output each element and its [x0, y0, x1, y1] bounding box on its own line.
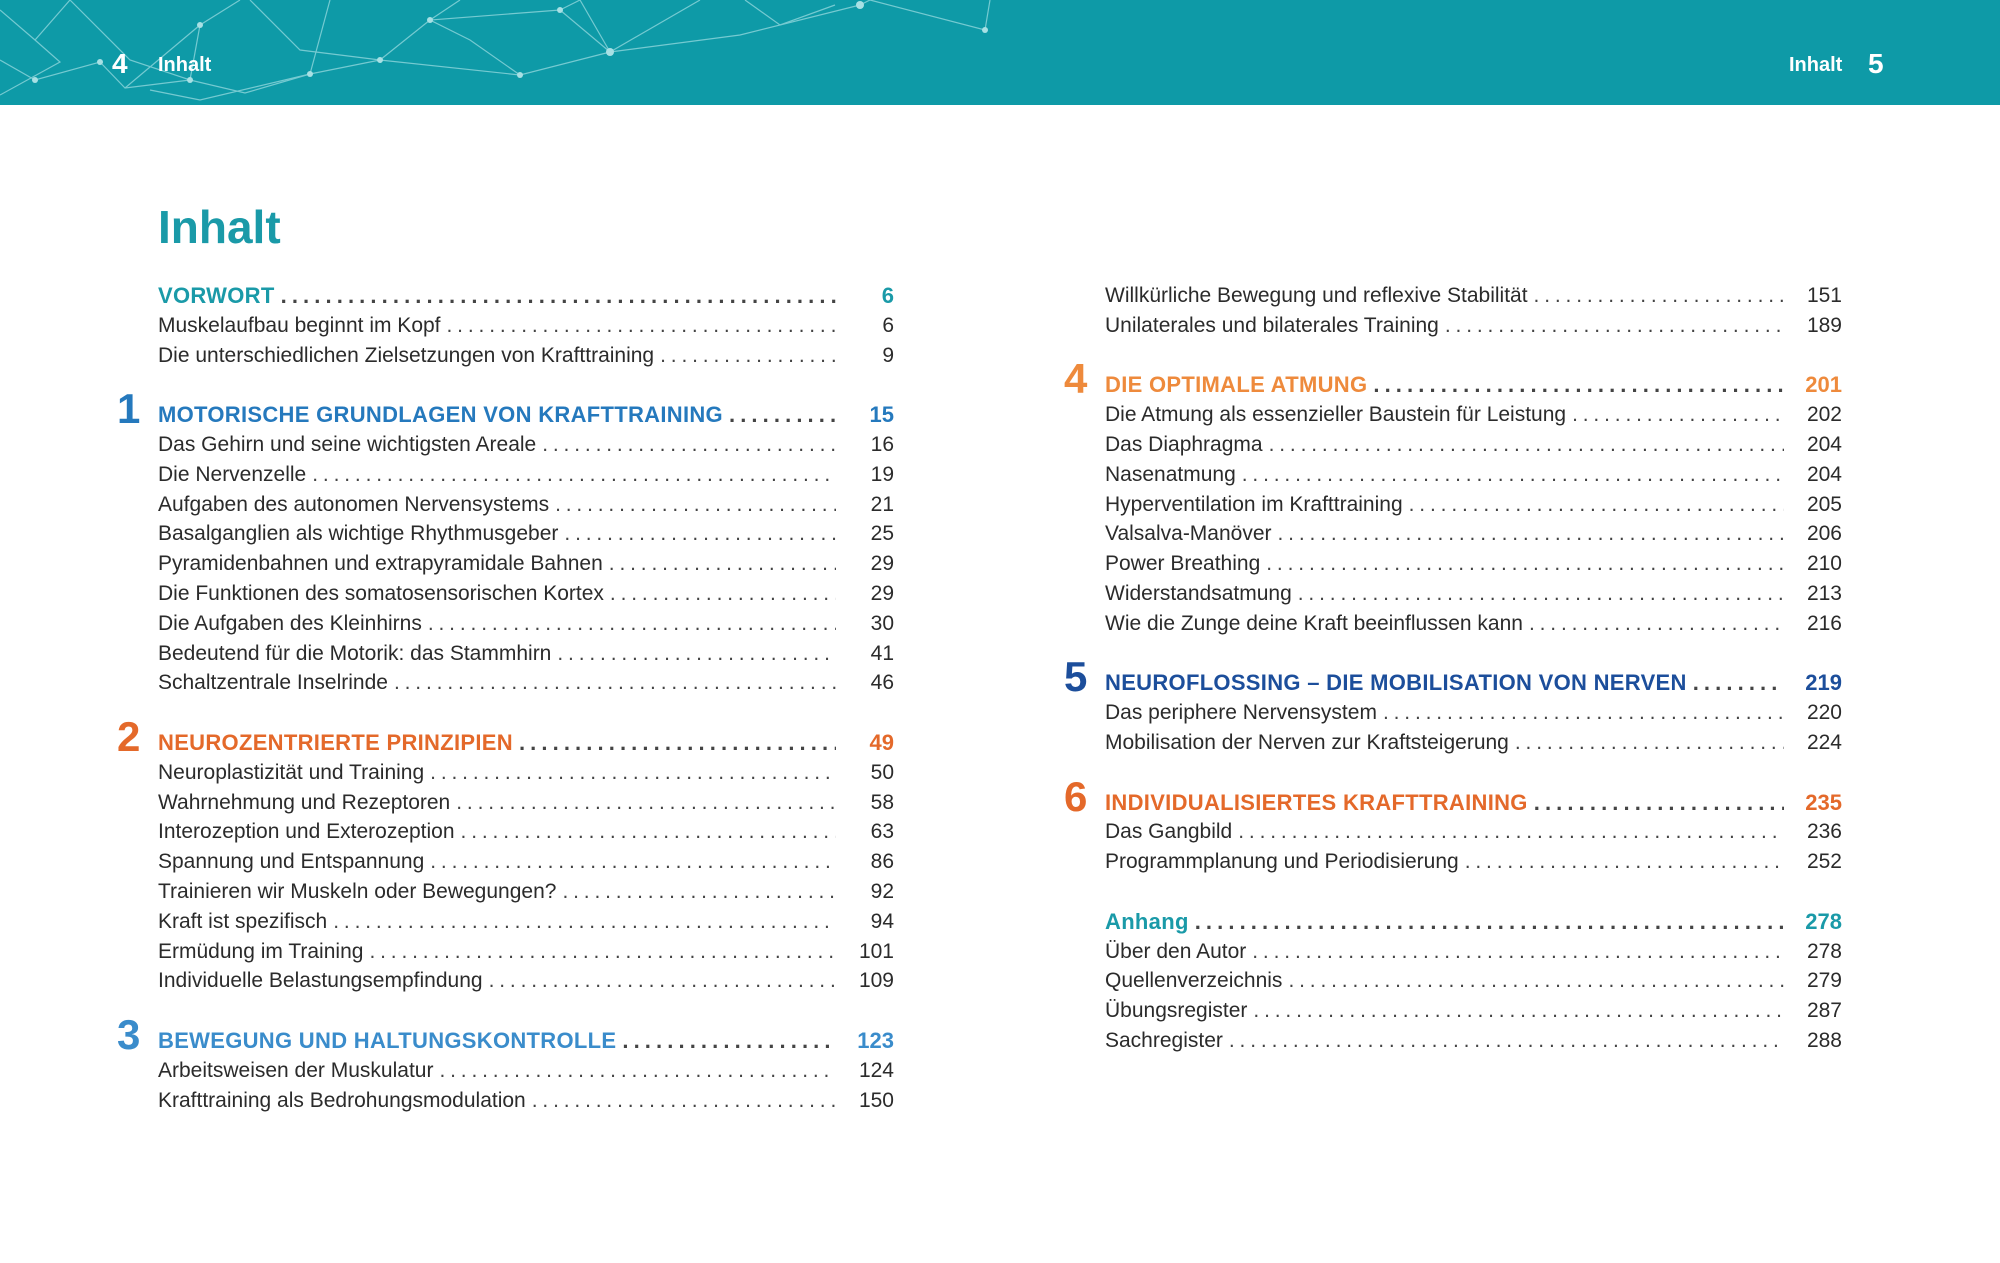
entry-page-number: 189 — [1806, 313, 1842, 337]
toc-entry[interactable] — [1105, 728, 1842, 758]
entry-page-number: 202 — [1806, 403, 1842, 427]
entry-title: Mobilisation der Nerven zur Kraftsteigerung — [1105, 730, 1509, 754]
toc-entry[interactable] — [1105, 1026, 1842, 1056]
entry-page-number: 19 — [870, 462, 894, 486]
toc-entry[interactable] — [1105, 966, 1842, 996]
toc-entry[interactable] — [1105, 579, 1842, 609]
dot-leader — [1572, 400, 1784, 430]
entry-title: Hyperventilation im Krafttraining — [1105, 492, 1403, 516]
chapter-heading: VORWORT — [158, 283, 275, 308]
toc-entry[interactable] — [158, 966, 894, 996]
toc-entry[interactable] — [1105, 817, 1842, 847]
dot-leader — [1195, 907, 1784, 937]
chapter-heading: INDIVIDUALISIERTES KRAFTTRAINING — [1105, 789, 1528, 815]
dot-leader — [394, 668, 836, 698]
entry-page-number: 25 — [870, 522, 894, 546]
page-header-band — [0, 0, 2000, 105]
chapter-heading: NEUROZENTRIERTE PRINZIPIEN — [158, 729, 513, 755]
chapter-page-number: 49 — [869, 729, 894, 755]
entry-page-number: 30 — [870, 611, 894, 635]
dot-leader — [369, 937, 836, 967]
dot-leader — [489, 966, 836, 996]
dot-leader — [428, 609, 836, 639]
entry-title: Unilaterales und bilaterales Training — [1105, 313, 1439, 337]
entry-page-number: 288 — [1806, 1028, 1842, 1052]
entry-page-number: 124 — [858, 1058, 894, 1082]
toc-entry[interactable] — [158, 341, 894, 371]
entry-page-number: 101 — [858, 939, 894, 963]
dot-leader — [456, 788, 836, 818]
dot-leader — [1242, 460, 1784, 490]
dot-leader — [281, 281, 836, 311]
toc-section — [1064, 653, 1842, 757]
entry-page-number: 287 — [1806, 999, 1842, 1023]
page-title: Inhalt — [158, 201, 281, 253]
entry-title: Ermüdung im Training — [158, 939, 364, 963]
toc-section — [1064, 355, 1842, 638]
right-page-number: 5 — [1868, 48, 1884, 79]
dot-leader — [1252, 937, 1784, 967]
left-page-number: 4 — [112, 48, 128, 79]
network-pattern-decoration — [0, 0, 2000, 105]
dot-leader — [312, 460, 836, 490]
entry-page-number: 58 — [870, 790, 894, 814]
entry-title: Das periphere Nervensystem — [1105, 701, 1377, 725]
dot-leader — [1269, 430, 1784, 460]
entry-title: Widerstandsatmung — [1105, 581, 1292, 605]
dot-leader — [1266, 549, 1784, 579]
dot-leader — [430, 758, 836, 788]
toc-entry[interactable] — [1105, 609, 1842, 639]
entry-title: Über den Autor — [1105, 939, 1247, 963]
toc-entry[interactable] — [158, 1056, 894, 1086]
entry-title: Die Funktionen des somatosensorischen Kortex — [158, 581, 604, 605]
entry-title: Valsalva-Manöver — [1105, 522, 1272, 546]
toc-entry[interactable] — [158, 847, 894, 877]
chapter-number: 5 — [1064, 653, 1088, 701]
dot-leader — [447, 311, 836, 341]
toc-left-column — [117, 281, 894, 1145]
dot-leader — [1238, 817, 1784, 847]
chapter-heading: NEUROFLOSSING – DIE MOBILISATION VON NERVEN — [1105, 670, 1687, 696]
toc-entry[interactable] — [158, 639, 894, 669]
dot-leader — [1465, 847, 1784, 877]
dot-leader — [1534, 281, 1784, 311]
entry-title: Kraft ist spezifisch — [158, 909, 328, 933]
toc-entry[interactable] — [158, 907, 894, 937]
toc-section — [1105, 907, 1842, 1056]
entry-page-number: 21 — [870, 492, 894, 516]
chapter-number: 4 — [1064, 355, 1088, 403]
entry-title: Neuroplastizität und Training — [158, 760, 425, 784]
toc-entry[interactable] — [158, 549, 894, 579]
chapter-heading-entry[interactable] — [1105, 370, 1842, 400]
entry-page-number: 46 — [870, 671, 894, 695]
dot-leader — [439, 1056, 836, 1086]
toc-entry[interactable] — [1105, 490, 1842, 520]
toc-entry[interactable] — [158, 609, 894, 639]
toc-entry[interactable] — [158, 460, 894, 490]
entry-title: Wie die Zunge deine Kraft beeinflussen kann — [1105, 611, 1523, 635]
dot-leader — [1445, 311, 1784, 341]
right-running-title: Inhalt — [1789, 54, 1843, 76]
chapter-number: 1 — [117, 385, 141, 433]
entry-page-number: 63 — [870, 820, 894, 844]
dot-leader — [557, 639, 836, 669]
dot-leader — [333, 907, 836, 937]
chapter-page-number: 123 — [857, 1027, 894, 1053]
dot-leader — [660, 341, 836, 371]
toc-entry[interactable] — [1105, 549, 1842, 579]
toc-entry[interactable] — [1105, 400, 1842, 430]
dot-leader — [1529, 609, 1784, 639]
entry-title: Das Gehirn und seine wichtigsten Areale — [158, 432, 537, 456]
toc-entry[interactable] — [1105, 937, 1842, 967]
entry-page-number: 204 — [1806, 432, 1842, 456]
entry-title: Programmplanung und Periodisierung — [1105, 850, 1459, 874]
dot-leader — [609, 549, 836, 579]
entry-page-number: 6 — [882, 313, 894, 337]
entry-title: Bedeutend für die Motorik: das Stammhirn — [158, 641, 552, 665]
entry-page-number: 94 — [870, 909, 894, 933]
toc-entry[interactable] — [158, 668, 894, 698]
dot-leader — [430, 847, 836, 877]
toc-section — [117, 1010, 894, 1115]
entry-title: Arbeitsweisen der Muskulatur — [158, 1058, 434, 1082]
entry-title: Die unterschiedlichen Zielsetzungen von Krafttraining — [158, 343, 655, 367]
entry-page-number: 224 — [1806, 730, 1842, 754]
dot-leader — [1288, 966, 1784, 996]
toc-entry[interactable] — [1105, 460, 1842, 490]
toc-entry[interactable] — [1105, 281, 1842, 311]
chapter-heading-entry[interactable] — [1105, 907, 1842, 937]
entry-title: Nasenatmung — [1105, 462, 1236, 486]
entry-page-number: 50 — [870, 760, 894, 784]
entry-title: Die Atmung als essenzieller Baustein für Leistung — [1105, 403, 1567, 427]
toc-entry[interactable] — [158, 758, 894, 788]
entry-title: Willkürliche Bewegung und reflexive Stabilität — [1105, 284, 1528, 307]
dot-leader — [519, 728, 836, 758]
entry-page-number: 9 — [882, 343, 894, 367]
dot-leader — [1693, 668, 1784, 698]
entry-title: Das Diaphragma — [1105, 432, 1263, 456]
chapter-heading: BEWEGUNG UND HALTUNGSKONTROLLE — [158, 1027, 617, 1053]
chapter-heading: DIE OPTIMALE ATMUNG — [1105, 372, 1368, 398]
chapter-number: 6 — [1064, 772, 1088, 820]
entry-page-number: 206 — [1806, 522, 1842, 546]
entry-page-number: 41 — [870, 641, 894, 665]
toc-section — [158, 281, 894, 370]
toc-entry[interactable] — [158, 817, 894, 847]
dot-leader — [1253, 996, 1784, 1026]
entry-title: Quellenverzeichnis — [1105, 969, 1283, 993]
entry-title: Wahrnehmung und Rezeptoren — [158, 790, 451, 814]
dot-leader — [461, 817, 836, 847]
entry-title: Die Nervenzelle — [158, 462, 307, 486]
entry-page-number: 150 — [858, 1088, 894, 1112]
dot-leader — [622, 1026, 836, 1056]
toc-entry[interactable] — [158, 788, 894, 818]
toc-right-column — [1064, 281, 1842, 1086]
entry-title: Schaltzentrale Inselrinde — [158, 671, 388, 695]
chapter-page-number: 235 — [1805, 789, 1842, 815]
toc-entry[interactable] — [1105, 430, 1842, 460]
entry-page-number: 278 — [1806, 939, 1842, 963]
dot-leader — [1278, 519, 1784, 549]
toc-section — [1064, 772, 1842, 877]
chapter-heading: MOTORISCHE GRUNDLAGEN VON KRAFTTRAINING — [158, 402, 723, 428]
dot-leader — [1534, 788, 1784, 818]
entry-title: Trainieren wir Muskeln oder Bewegungen? — [158, 879, 557, 903]
chapter-heading-entry[interactable] — [158, 728, 894, 758]
entry-title: Aufgaben des autonomen Nervensystems — [158, 492, 550, 516]
entry-title: Sachregister — [1105, 1028, 1223, 1052]
toc-entry[interactable] — [158, 311, 894, 341]
entry-title: Basalganglien als wichtige Rhythmusgeber — [158, 522, 559, 546]
dot-leader — [1409, 490, 1784, 520]
chapter-page-number: 6 — [881, 283, 894, 308]
entry-title: Interozeption und Exterozeption — [158, 820, 455, 844]
entry-page-number: 16 — [870, 432, 894, 456]
dot-leader — [564, 519, 836, 549]
chapter-heading-entry[interactable] — [158, 281, 894, 311]
entry-title: Spannung und Entspannung — [158, 850, 425, 874]
entry-title: Die Aufgaben des Kleinhirns — [158, 611, 422, 635]
entry-title: Krafttraining als Bedrohungsmodulation — [158, 1088, 526, 1112]
entry-title: Muskelaufbau beginnt im Kopf — [158, 313, 441, 337]
toc-entry[interactable] — [1105, 698, 1842, 728]
toc-entry[interactable] — [158, 430, 894, 460]
toc-entry[interactable] — [1105, 996, 1842, 1026]
dot-leader — [542, 430, 836, 460]
chapter-page-number: 278 — [1805, 908, 1842, 934]
chapter-number: 2 — [117, 712, 141, 760]
entry-page-number: 151 — [1806, 284, 1842, 307]
dot-leader — [532, 1086, 836, 1116]
chapter-page-number: 219 — [1805, 670, 1842, 696]
entry-page-number: 204 — [1806, 462, 1842, 486]
dot-leader — [1515, 728, 1784, 758]
entry-title: Pyramidenbahnen und extrapyramidale Bahnen — [158, 552, 603, 576]
dot-leader — [555, 490, 836, 520]
entry-page-number: 252 — [1806, 850, 1842, 874]
dot-leader — [1383, 698, 1784, 728]
entry-page-number: 220 — [1806, 701, 1842, 725]
entry-page-number: 86 — [870, 850, 894, 874]
dot-leader — [729, 400, 836, 430]
dot-leader — [1229, 1026, 1784, 1056]
toc-entry[interactable] — [1105, 311, 1842, 341]
toc-entry[interactable] — [158, 877, 894, 907]
entry-page-number: 29 — [870, 581, 894, 605]
dot-leader — [1373, 370, 1784, 400]
entry-page-number: 279 — [1806, 969, 1842, 993]
chapter-heading: Anhang — [1105, 908, 1189, 934]
chapter-heading-entry[interactable] — [1105, 788, 1842, 818]
chapter-number: 3 — [117, 1010, 141, 1058]
toc-entry[interactable] — [158, 937, 894, 967]
entry-page-number: 92 — [870, 879, 894, 903]
chapter-page-number: 15 — [869, 402, 894, 428]
entry-page-number: 109 — [858, 969, 894, 993]
toc-entry[interactable] — [1105, 847, 1842, 877]
toc-section — [117, 385, 894, 698]
chapter-page-number: 201 — [1805, 372, 1842, 398]
toc-entry[interactable] — [158, 1086, 894, 1116]
dot-leader — [562, 877, 836, 907]
toc-entry[interactable] — [158, 519, 894, 549]
toc-entry[interactable] — [1105, 519, 1842, 549]
entry-page-number: 29 — [870, 552, 894, 576]
left-running-title: Inhalt — [158, 54, 212, 76]
toc-entry[interactable] — [158, 490, 894, 520]
toc-section — [1105, 281, 1842, 341]
entry-title: Übungsregister — [1105, 999, 1248, 1023]
entry-title: Power Breathing — [1105, 552, 1261, 576]
chapter-heading-entry[interactable] — [1105, 668, 1842, 698]
toc-entry[interactable] — [158, 579, 894, 609]
entry-page-number: 236 — [1806, 820, 1842, 844]
entry-page-number: 216 — [1806, 611, 1842, 635]
entry-title: Individuelle Belastungsempfindung — [158, 969, 483, 993]
chapter-heading-entry[interactable] — [158, 1026, 894, 1056]
dot-leader — [1298, 579, 1784, 609]
entry-page-number: 210 — [1806, 552, 1842, 576]
chapter-heading-entry[interactable] — [158, 400, 894, 430]
entry-title: Das Gangbild — [1105, 820, 1233, 844]
toc-section — [117, 712, 894, 996]
entry-page-number: 205 — [1806, 492, 1842, 516]
dot-leader — [610, 579, 836, 609]
entry-page-number: 213 — [1806, 581, 1842, 605]
